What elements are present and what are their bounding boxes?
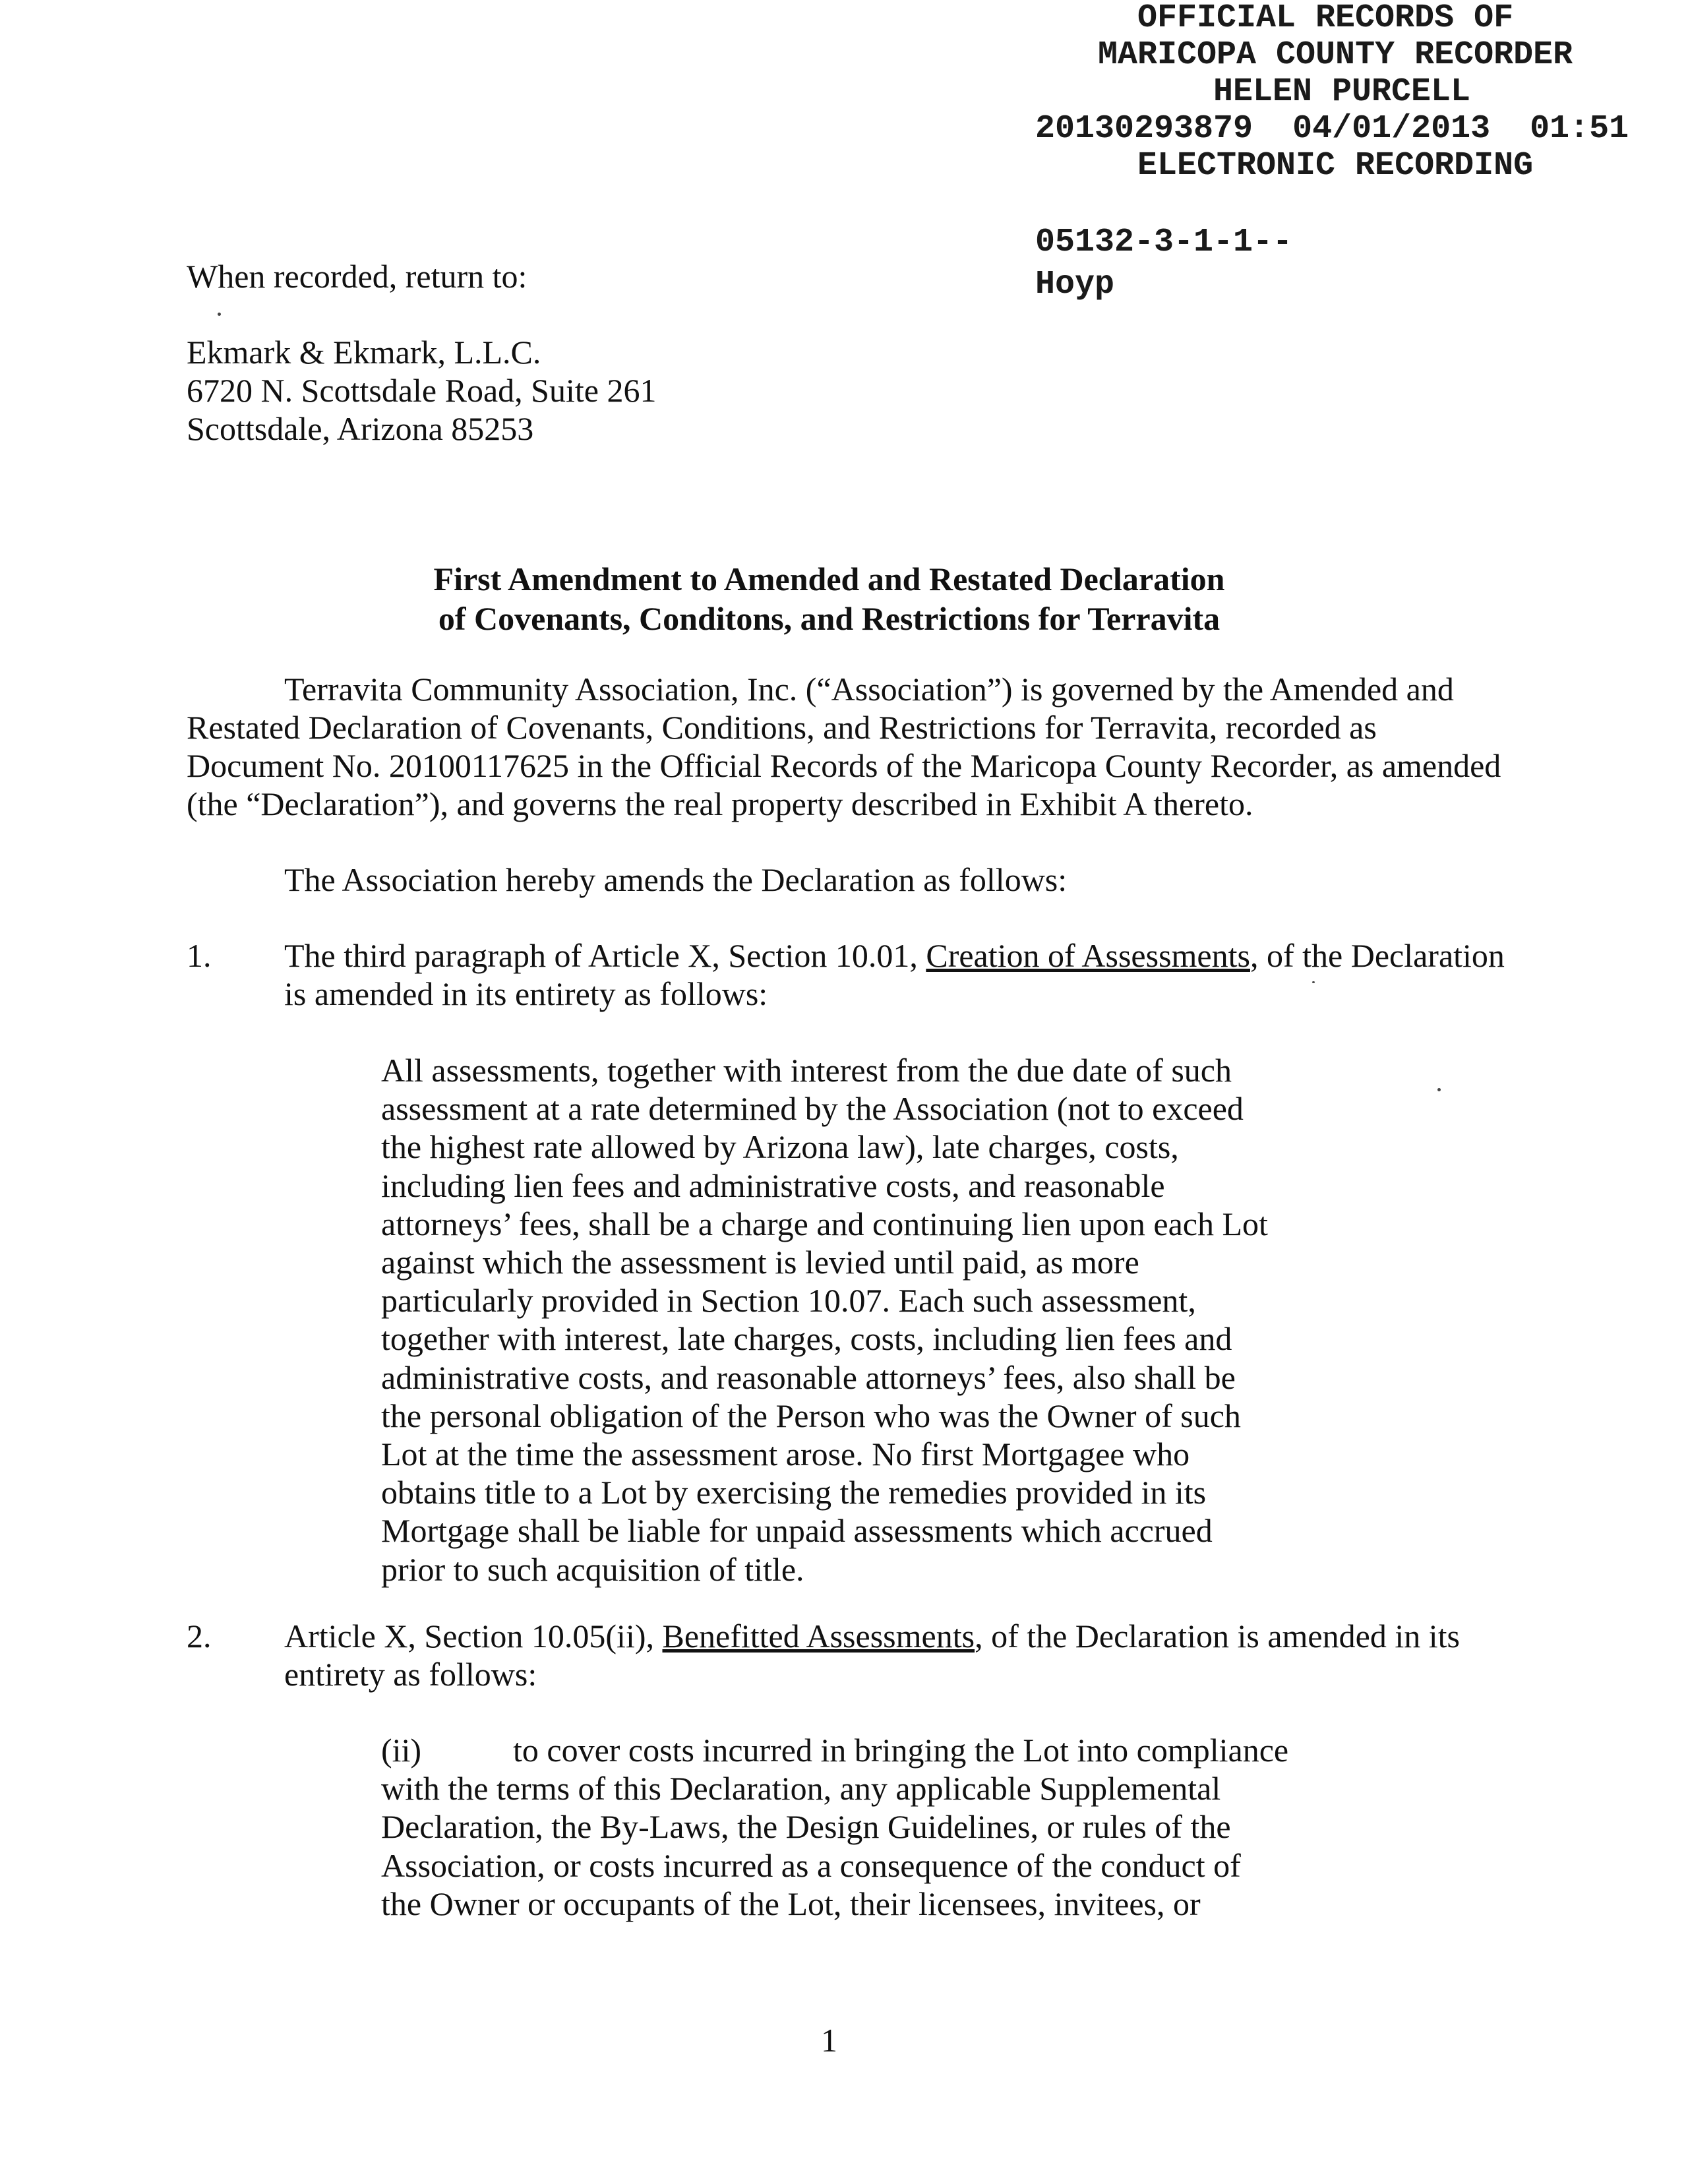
scan-speck bbox=[218, 313, 221, 316]
quote-line: including lien fees and administrative costs, and reasonable bbox=[381, 1167, 1165, 1204]
quote-line: attorneys’ fees, shall be a charge and continuing lien upon each Lot bbox=[381, 1205, 1268, 1242]
quote-line bbox=[381, 1731, 1317, 1769]
quote-line: together with interest, late charges, costs, including lien fees and bbox=[381, 1320, 1232, 1358]
page-number: 1 bbox=[821, 2022, 837, 2059]
address-street: 6720 N. Scottsdale Road, Suite 261 bbox=[187, 372, 657, 409]
quote-line: Lot at the time the assessment arose. No first Mortgagee who bbox=[381, 1436, 1190, 1473]
intro-paragraph: Terravita Community Association, Inc. (“Association”) is governed by the Amended and Restated Declaration of Covenants, Conditions, and Restrictions for Terravita, recorded as Document No. 20100117625 in the Official Records of the Maricopa County Recorder, as amended (the “Declaration”), and governs the real property described in Exhibit A thereto. bbox=[187, 671, 1501, 822]
document-code-line: 05132-3-1-1-- bbox=[1035, 224, 1293, 261]
document-title bbox=[0, 559, 1658, 638]
document-code-line: Hoyp bbox=[1035, 266, 1115, 303]
item-text bbox=[284, 1617, 1511, 1693]
scan-speck bbox=[1312, 981, 1315, 983]
amendment-lead-in: The Association hereby amends the Declaration as follows: bbox=[284, 861, 1068, 898]
quote-line: particularly provided in Section 10.07. Each such assessment, bbox=[381, 1282, 1196, 1320]
address-name: Ekmark & Ekmark, L.L.C. bbox=[187, 334, 541, 371]
quote-line: obtains title to a Lot by exercising the remedies provided in its bbox=[381, 1474, 1207, 1511]
return-label: When recorded, return to: bbox=[187, 258, 528, 295]
item-number: 2. bbox=[187, 1618, 212, 1654]
item-text-pre: Article X, Section 10.05(ii), bbox=[284, 1618, 663, 1654]
item-text bbox=[284, 936, 1511, 1013]
quote-line: Association, or costs incurred as a consequence of the conduct of bbox=[381, 1846, 1241, 1884]
quote-line: Declaration, the By-Laws, the Design Guidelines, or rules of the bbox=[381, 1808, 1231, 1846]
quote-line: prior to such acquisition of title. bbox=[381, 1550, 804, 1588]
item-text-pre: The third paragraph of Article X, Section 10.01, bbox=[284, 937, 926, 974]
subsection-label: (ii) bbox=[381, 1732, 422, 1769]
scan-speck bbox=[1437, 1088, 1441, 1091]
quote-line: Mortgage shall be liable for unpaid assessments which accrued bbox=[381, 1512, 1213, 1550]
item-section-title: Creation of Assessments bbox=[926, 937, 1250, 974]
quote-line: with the terms of this Declaration, any applicable Supplemental bbox=[381, 1770, 1221, 1807]
stamp-line: HELEN PURCELL bbox=[1213, 73, 1471, 111]
item-number: 1. bbox=[187, 937, 212, 974]
address-city: Scottsdale, Arizona 85253 bbox=[187, 410, 534, 447]
stamp-record-number: 20130293879 04/01/2013 01:51 bbox=[1035, 110, 1629, 148]
title-line: First Amendment to Amended and Restated Declaration bbox=[433, 561, 1225, 597]
stamp-line: MARICOPA COUNTY RECORDER bbox=[1098, 36, 1573, 74]
quote-line: assessment at a rate determined by the Association (not to exceed bbox=[381, 1090, 1244, 1128]
amended-text-block-2 bbox=[381, 1731, 1317, 1923]
stamp-line: OFFICIAL RECORDS OF bbox=[1137, 0, 1514, 37]
quote-line: the personal obligation of the Person who was the Owner of such bbox=[381, 1397, 1241, 1434]
quote-line-text: to cover costs incurred in bringing the Lot into compliance bbox=[513, 1732, 1289, 1769]
recorder-stamp bbox=[989, 0, 1675, 185]
item-text-post: , of the Declaration is amended in its entirety as follows: bbox=[284, 937, 1505, 1012]
return-address bbox=[187, 333, 656, 448]
document-code bbox=[1035, 222, 1292, 306]
quote-line: the highest rate allowed by Arizona law), late charges, costs, bbox=[381, 1128, 1179, 1166]
item-text-post: , of the Declaration is amended in its entirety as follows: bbox=[284, 1618, 1460, 1693]
amended-text-block-1 bbox=[381, 1051, 1317, 1589]
quote-line: All assessments, together with interest from the due date of such bbox=[381, 1052, 1232, 1089]
quote-line: administrative costs, and reasonable attorneys’ fees, also shall be bbox=[381, 1358, 1236, 1396]
stamp-line: ELECTRONIC RECORDING bbox=[1137, 147, 1534, 185]
title-line: of Covenants, Conditons, and Restrictions for Terravita bbox=[438, 600, 1221, 637]
quote-line: against which the assessment is levied until paid, as more bbox=[381, 1244, 1139, 1281]
quote-line: the Owner or occupants of the Lot, their licensees, invitees, or bbox=[381, 1885, 1201, 1922]
item-section-title: Benefitted Assessments bbox=[662, 1618, 975, 1654]
